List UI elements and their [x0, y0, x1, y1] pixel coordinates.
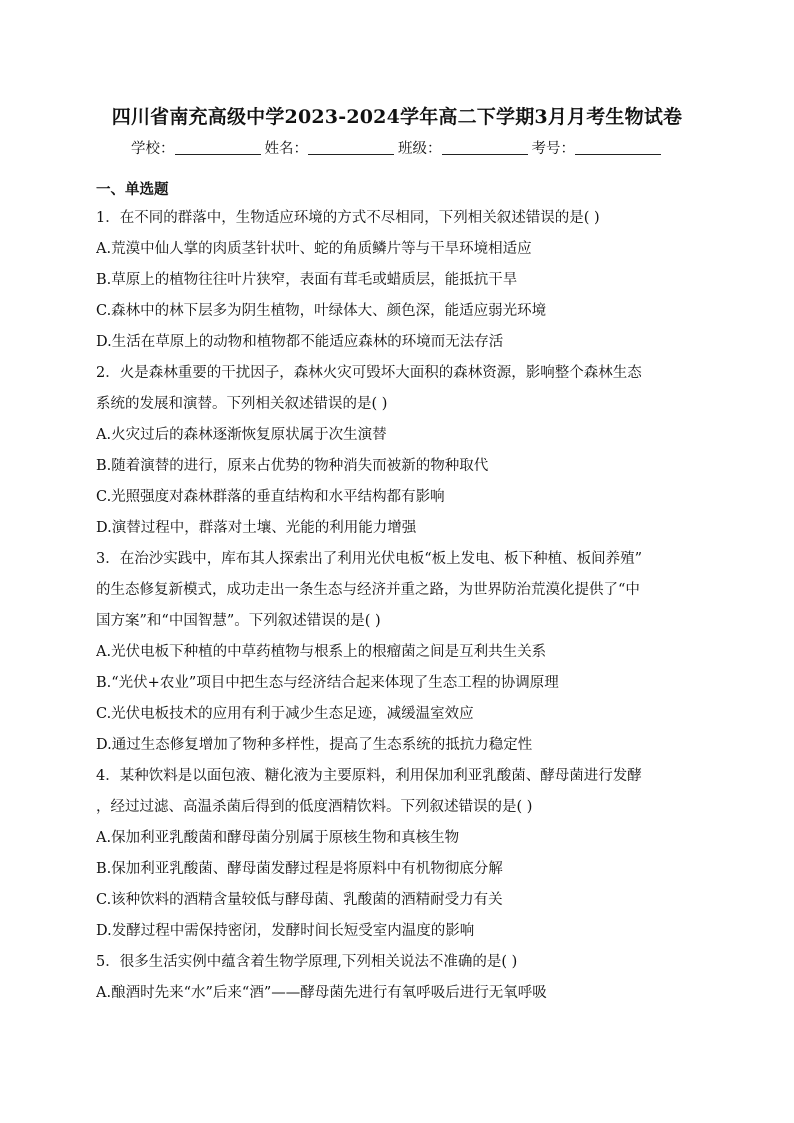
name-label: 姓名： — [264, 141, 308, 157]
option-b: B.“光伏+农业”项目中把生态与经济结合起来体现了生态工程的协调原理 — [96, 675, 559, 691]
question-4 — [96, 761, 706, 947]
option-d: D.生活在草原上的动物和植物都不能适应森林的环境而无法存活 — [96, 334, 504, 350]
option-b: B.保加利亚乳酸菌、酵母菌发酵过程是将原料中有机物彻底分解 — [96, 861, 503, 877]
option-d: D.发酵过程中需保持密闭，发酵时间长短受室内温度的影响 — [96, 923, 475, 939]
class-label: 班级： — [398, 141, 442, 157]
exam-no-field — [532, 137, 664, 158]
question-3 — [96, 544, 706, 761]
question-stem: 系统的发展和演替。下列相关叙述错误的是( ) — [96, 396, 388, 412]
option-b: B.草原上的植物往往叶片狭窄，表面有茸毛或蜡质层，能抵抗干旱 — [96, 272, 518, 288]
name-field — [265, 137, 397, 158]
school-field — [131, 137, 263, 158]
question-stem: 2．火是森林重要的干扰因子，森林火灾可毁坏大面积的森林资源，影响整个森林生态 — [96, 365, 642, 381]
question-content — [96, 176, 706, 1009]
school-blank — [175, 140, 261, 155]
name-blank — [308, 140, 394, 155]
question-5 — [96, 947, 706, 1009]
section-heading: 一、单选题 — [96, 181, 169, 198]
student-info-line — [0, 137, 794, 158]
option-b: B.随着演替的进行，原来占优势的物种消失而被新的物种取代 — [96, 458, 489, 474]
question-stem: 3．在治沙实践中，库布其人探索出了利用光伏电板“板上发电、板下种植、板间养殖” — [96, 551, 643, 567]
exam-no-label: 考号： — [531, 141, 575, 157]
option-a: A.火灾过后的森林逐渐恢复原状属于次生演替 — [96, 427, 387, 443]
option-c: C.光照强度对森林群落的垂直结构和水平结构都有影响 — [96, 489, 445, 505]
option-c: C.该种饮料的酒精含量较低与酵母菌、乳酸菌的酒精耐受力有关 — [96, 892, 503, 908]
option-a: A.保加利亚乳酸菌和酵母菌分别属于原核生物和真核生物 — [96, 830, 460, 846]
class-blank — [442, 140, 528, 155]
option-d: D.演替过程中，群落对土壤、光能的利用能力增强 — [96, 520, 417, 536]
class-field — [398, 137, 530, 158]
question-1 — [96, 203, 706, 358]
question-2 — [96, 358, 706, 544]
school-label: 学校： — [131, 141, 175, 157]
question-stem: 1．在不同的群落中，生物适应环境的方式不尽相同，下列相关叙述错误的是( ) — [96, 210, 600, 226]
page-title: 四川省南充高级中学2023-2024学年高二下学期3月月考生物试卷 — [111, 106, 683, 128]
question-stem: ，经过过滤、高温杀菌后得到的低度酒精饮料。下列叙述错误的是( ) — [96, 799, 533, 815]
option-c: C.光伏电板技术的应用有利于减少生态足迹，减缓温室效应 — [96, 706, 474, 722]
option-c: C.森林中的林下层多为阴生植物，叶绿体大、颜色深，能适应弱光环境 — [96, 303, 547, 319]
question-stem: 5．很多生活实例中蕴含着生物学原理,下列相关说法不准确的是( ) — [96, 954, 518, 970]
question-stem: 的生态修复新模式，成功走出一条生态与经济并重之路，为世界防治荒漠化提供了“中 — [96, 582, 640, 598]
exam-no-blank — [575, 140, 661, 155]
option-d: D.通过生态修复增加了物种多样性，提高了生态系统的抵抗力稳定性 — [96, 737, 533, 753]
question-stem: 4．某种饮料是以面包液、糖化液为主要原料，利用保加利亚乳酸菌、酵母菌进行发酵 — [96, 768, 642, 784]
option-a: A.荒漠中仙人掌的肉质茎针状叶、蛇的角质鳞片等与干旱环境相适应 — [96, 241, 532, 257]
option-a: A.酿酒时先来“水”后来“酒”——酵母菌先进行有氧呼吸后进行无氧呼吸 — [96, 985, 547, 1001]
option-a: A.光伏电板下种植的中草药植物与根系上的根瘤菌之间是互利共生关系 — [96, 644, 547, 660]
question-stem: 国方案”和“中国智慧”。下列叙述错误的是( ) — [96, 613, 381, 629]
